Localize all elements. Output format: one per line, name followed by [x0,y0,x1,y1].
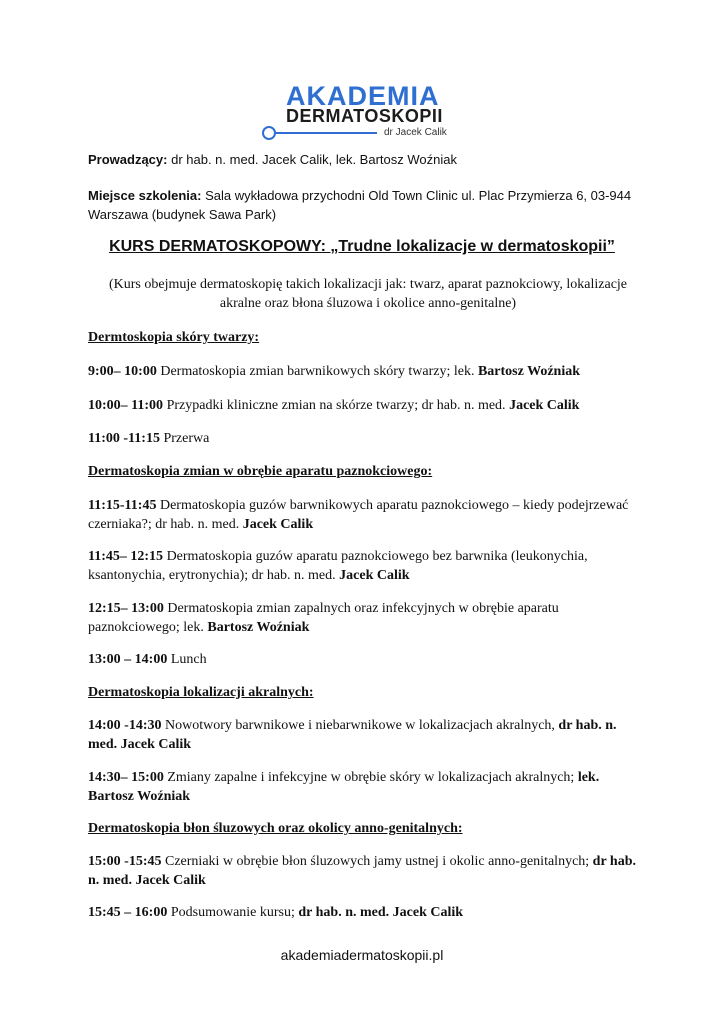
item-speaker: Bartosz Woźniak [477,364,580,379]
item-speaker: Jacek Calik [339,568,410,583]
schedule-item [88,362,648,381]
logo-subtitle: DERMATOSKOPII [286,106,443,126]
schedule-item [88,429,648,448]
item-description: Dermatoskopia zmian zapalnych oraz infekcyjnych w obrębie aparatu paznokciowego; lek. [88,601,559,635]
schedule-item [88,547,648,585]
item-description: Podsumowanie kursu; [167,905,299,920]
item-description: Lunch [167,652,207,667]
schedule-item [88,852,648,890]
item-description: Dermatoskopia zmian barwnikowych skóry twarzy; lek. [156,364,478,379]
item-time: 15:00 -15:45 [88,854,162,869]
item-speaker: lek. Bartosz Woźniak [88,770,600,804]
venue-line [88,186,648,224]
dermatoscope-icon [262,126,276,140]
item-speaker: Jacek Calik [509,398,580,413]
item-time: 11:15-11:45 [88,498,157,513]
item-time: 14:00 -14:30 [88,718,162,733]
schedule-item [88,396,648,415]
item-speaker: Bartosz Woźniak [207,620,310,635]
schedule-item [88,650,648,669]
schedule-item [88,768,648,806]
item-time: 14:30– 15:00 [88,770,164,785]
item-description: Przerwa [159,431,210,446]
section-heading: Dermatoskopia lokalizacji akralnych: [88,685,314,700]
item-description: Nowotwory barwnikowe i niebarwnikowe w lokalizacjach akralnych, [161,718,559,733]
item-description: Dermatoskopia guzów aparatu paznokciowego bez barwnika (leukonychia, ksantonychia, erytronychia); dr hab. n. med. [88,549,588,583]
item-speaker: dr hab. n. med. Jacek Calik [88,718,617,752]
schedule-item [88,496,648,534]
venue-value: Sala wykładowa przychodni Old Town Clinic ul. Plac Przymierza 6, 03-944 Warszawa (budynek Sawa Park) [88,188,632,222]
logo [262,82,462,142]
lecturers-value: dr hab. n. med. Jacek Calik, lek. Bartosz Woźniak [167,152,457,167]
schedule-item [88,716,648,754]
item-time: 12:15– 13:00 [88,601,164,616]
schedule-item [88,903,648,922]
lecturers-label: Prowadzący: [88,152,168,167]
item-time: 15:45 – 16:00 [88,905,168,920]
schedule-item [88,599,648,637]
logo-author: dr Jacek Calik [384,127,447,138]
section-heading: Dermatoskopia błon śluzowych oraz okolicy anno-genitalnych: [88,821,463,836]
item-description: Dermatoskopia guzów barwnikowych aparatu paznokciowego – kiedy podejrzewać czerniaka?; dr hab. n. med. [88,498,629,532]
item-speaker: dr hab. n. med. Jacek Calik [298,905,464,920]
item-time: 11:45– 12:15 [88,549,164,564]
item-description: Czerniaki w obrębie błon śluzowych jamy ustnej i okolic anno-genitalnych; [161,854,593,869]
venue-label: Miejsce szkolenia: [88,188,202,203]
course-title: KURS DERMATOSKOPOWY: „Trudne lokalizacje w dermatoskopii” [109,238,615,255]
section-heading: Dermatoskopia zmian w obrębie aparatu paznokciowego: [88,464,433,479]
lecturers-line [88,150,648,169]
item-time: 10:00– 11:00 [88,398,164,413]
item-speaker: dr hab. n. med. Jacek Calik [88,854,636,888]
item-speaker: Jacek Calik [242,517,314,532]
item-description: Przypadki kliniczne zmian na skórze twarzy; dr hab. n. med. [163,398,510,413]
course-subtitle: (Kurs obejmuje dermatoskopię takich lokalizacji jak: twarz, aparat paznokciowy, lokalizacje akralne oraz błona śluzowa i okolice anno-genitalne) [108,277,628,311]
item-time: 11:00 -11:15 [88,431,160,446]
footer-website[interactable]: akademiadermatoskopii.pl [280,947,444,963]
logo-title: AKADEMIA [286,81,440,111]
logo-underline [275,132,377,134]
item-time: 13:00 – 14:00 [88,652,168,667]
section-heading: Dermtoskopia skóry twarzy: [88,330,260,345]
item-description: Zmiany zapalne i infekcyjne w obrębie skóry w lokalizacjach akralnych; [163,770,578,785]
item-time: 9:00– 10:00 [88,364,157,379]
